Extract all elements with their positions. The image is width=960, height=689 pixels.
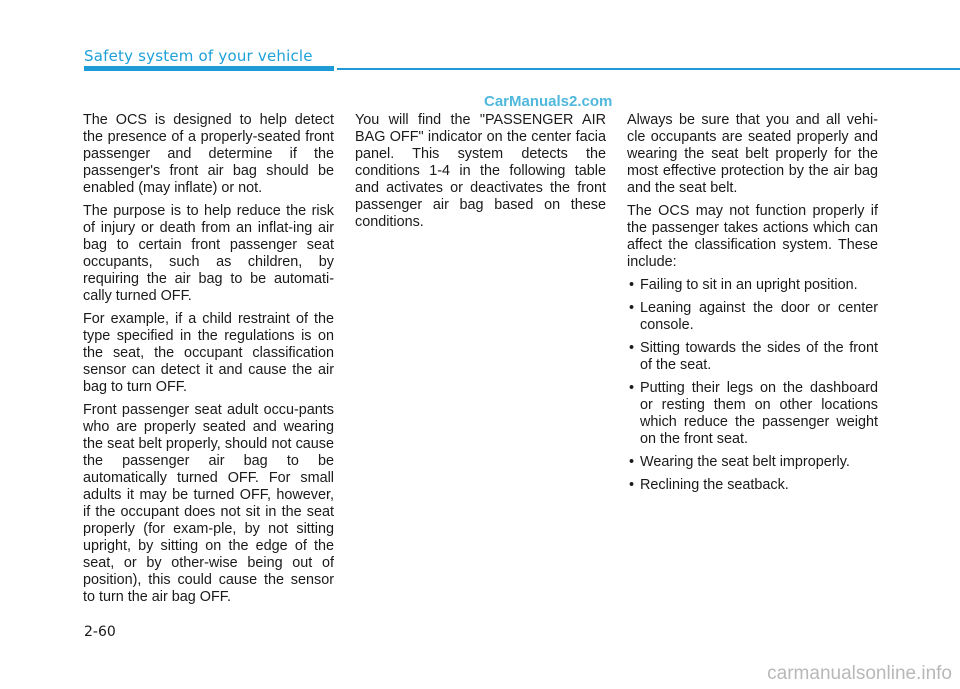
paragraph: Always be sure that you and all vehi-cle occupants are seated properly and wearing the seat belt properly for the most effective protection by the air bag and the seat belt.: [627, 112, 878, 196]
list-item: • Leaning against the door or center console.: [627, 300, 878, 334]
watermark-bottom: carmanualsonline.info: [767, 663, 952, 684]
paragraph: You will find the "PASSENGER AIR BAG OFF" indicator on the center facia panel. This system detects the conditions 1-4 in the following table and activates or deactivates the front passenger air bag based on these conditions.: [355, 112, 606, 230]
list-item: • Sitting towards the sides of the front of the seat.: [627, 340, 878, 374]
list-item: • Putting their legs on the dashboard or resting them on other locations which reduce the passenger weight on the front seat.: [627, 380, 878, 448]
header-accent-bar: [84, 66, 334, 71]
text-column-1: [83, 112, 334, 612]
header-rule: [337, 68, 960, 70]
conditions-list: [627, 277, 878, 494]
text-column-2: [355, 112, 606, 237]
paragraph: The OCS may not function properly if the passenger takes actions which can affect the classification system. These include:: [627, 203, 878, 270]
paragraph: Front passenger seat adult occu-pants who are properly seated and wearing the seat belt properly, should not cause the passenger air bag to be automatically turned OFF. For small adults it may be turned OFF, however, if the occupant does not sit in the seat properly (for exam-ple, by not sitting upright, by sitting on the edge of the seat, or by other-wise being out of position), this could cause the sensor to turn the air bag OFF.: [83, 402, 334, 605]
text-column-3: [627, 112, 878, 500]
paragraph: The purpose is to help reduce the risk of injury or death from an inflat-ing air bag to certain front passenger seat occupants, such as children, by requiring the air bag to be automati-cally turned OFF.: [83, 203, 334, 304]
list-item: • Reclining the seatback.: [627, 477, 878, 494]
paragraph: For example, if a child restraint of the type specified in the regulations is on the seat, the occupant classification sensor can detect it and cause the air bag to turn OFF.: [83, 311, 334, 395]
paragraph: The OCS is designed to help detect the presence of a properly-seated front passenger and determine if the passenger's front air bag should be enabled (may inflate) or not.: [83, 112, 334, 196]
page-number: 2-60: [84, 624, 116, 640]
list-item: • Failing to sit in an upright position.: [627, 277, 878, 294]
watermark-top: CarManuals2.com: [484, 93, 613, 110]
section-title: Safety system of your vehicle: [84, 47, 313, 65]
list-item: • Wearing the seat belt improperly.: [627, 454, 878, 471]
